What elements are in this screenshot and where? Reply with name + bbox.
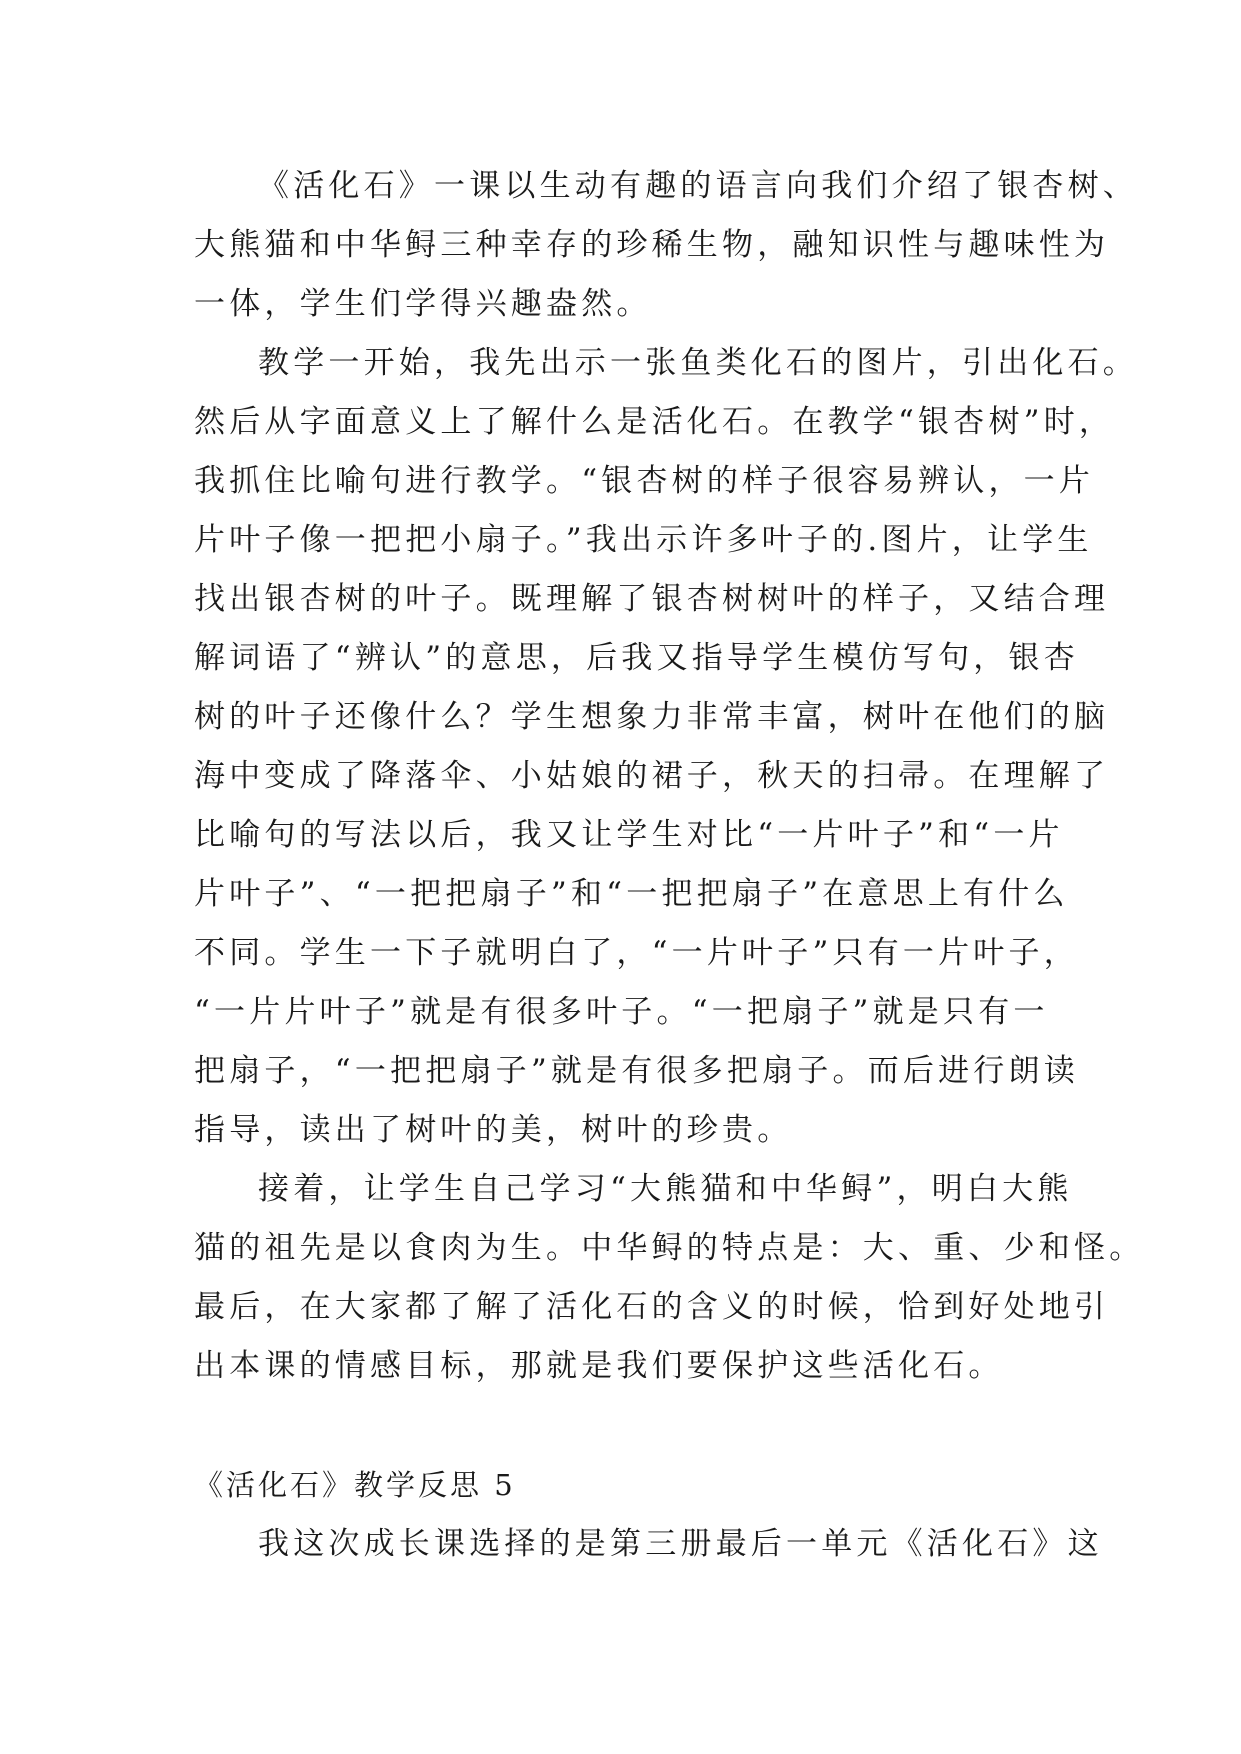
paragraph-2-line-5: 找出银杏树的叶子。既理解了银杏树树叶的样子，又结合理 [194, 581, 1110, 617]
section-heading: 《活化石》教学反思 5 [194, 1468, 516, 1502]
paragraph-2-line-6: 解词语了“辨认”的意思，后我又指导学生模仿写句，银杏 [194, 640, 1079, 676]
paragraph-2-line-11: 不同。学生一下子就明白了，“一片叶子”只有一片叶子， [194, 935, 1079, 971]
paragraph-2-line-8: 海中变成了降落伞、小姑娘的裙子，秋天的扫帚。在理解了 [194, 758, 1110, 794]
paragraph-3-line-1: 接着，让学生自己学习“大熊猫和中华鲟”，明白大熊 [258, 1171, 1073, 1207]
paragraph-3-line-3: 最后，在大家都了解了活化石的含义的时候，恰到好处地引 [194, 1289, 1110, 1325]
paragraph-1-line-2: 大熊猫和中华鲟三种幸存的珍稀生物，融知识性与趣味性为 [194, 227, 1110, 263]
paragraph-4-line-1: 我这次成长课选择的是第三册最后一单元《活化石》这 [258, 1526, 1103, 1562]
paragraph-1-line-1: 《活化石》一课以生动有趣的语言向我们介绍了银杏树、 [258, 168, 1138, 204]
paragraph-2-line-7: 树的叶子还像什么？学生想象力非常丰富，树叶在他们的脑 [194, 699, 1110, 735]
paragraph-2-line-12: “一片片叶子”就是有很多叶子。“一把扇子”就是只有一 [194, 994, 1049, 1030]
paragraph-2-line-10: 片叶子”、“一把把扇子”和“一把把扇子”在意思上有什么 [194, 876, 1069, 912]
paragraph-2-line-14: 指导，读出了树叶的美，树叶的珍贵。 [194, 1112, 793, 1148]
paragraph-2-line-4: 片叶子像一把把小扇子。”我出示许多叶子的.图片，让学生 [194, 522, 1093, 558]
paragraph-3-line-4: 出本课的情感目标，那就是我们要保护这些活化石。 [194, 1348, 1004, 1384]
paragraph-2-line-9: 比喻句的写法以后，我又让学生对比“一片叶子”和“一片 [194, 817, 1064, 853]
paragraph-3-line-2: 猫的祖先是以食肉为生。中华鲟的特点是：大、重、少和怪。 [194, 1230, 1145, 1266]
paragraph-2-line-1: 教学一开始，我先出示一张鱼类化石的图片，引出化石。 [258, 345, 1138, 381]
paragraph-2-line-13: 把扇子，“一把把扇子”就是有很多把扇子。而后进行朗读 [194, 1053, 1079, 1089]
paragraph-1-line-3: 一体，学生们学得兴趣盎然。 [194, 286, 652, 322]
paragraph-2-line-2: 然后从字面意义上了解什么是活化石。在教学“银杏树”时， [194, 404, 1115, 440]
paragraph-2-line-3: 我抓住比喻句进行教学。“银杏树的样子很容易辨认，一片 [194, 463, 1095, 499]
